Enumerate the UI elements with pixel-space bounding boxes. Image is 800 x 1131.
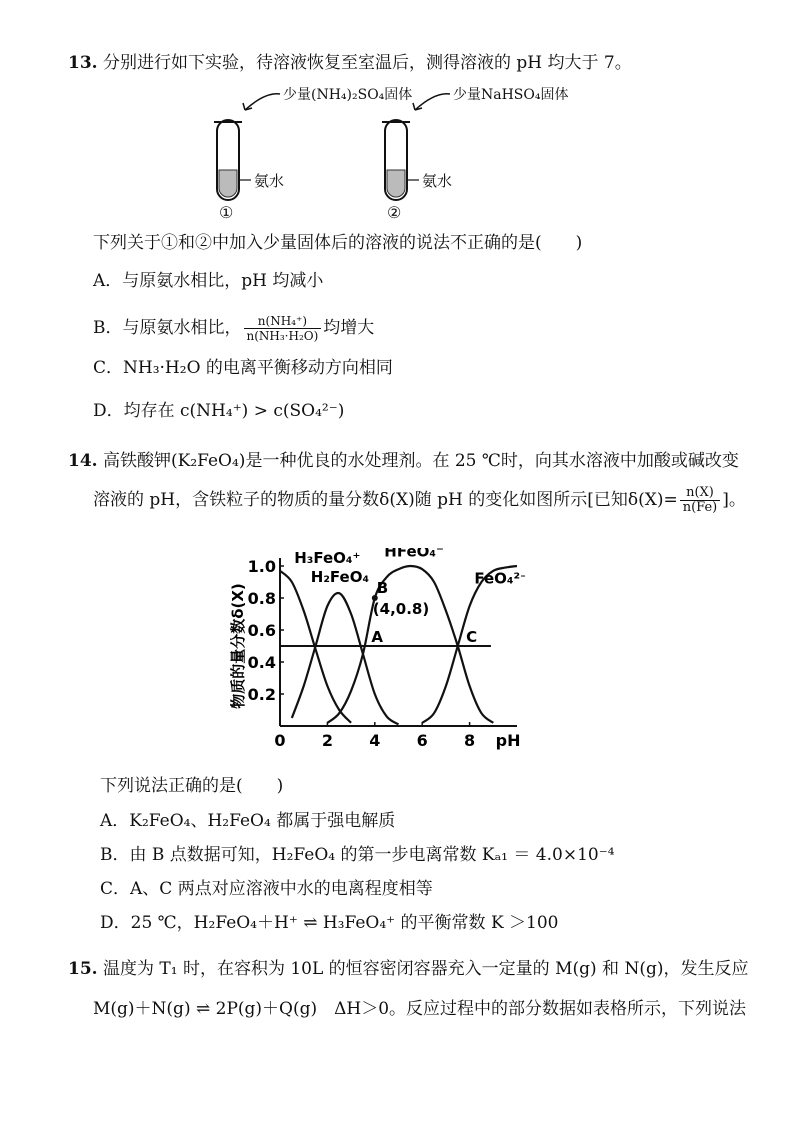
tube1-label: 少量(NH₄)₂SO₄固体 bbox=[283, 87, 413, 103]
q13-question: 下列关于①和②中加入少量固体后的溶液的说法不正确的是( ) bbox=[93, 233, 583, 253]
point-b-coordinates: (4,0.8) bbox=[372, 600, 430, 618]
q14-option-d: D．25 ℃，H₂FeO₄＋H⁺ ⇌ H₃FeO₄⁺ 的平衡常数 K ＞100 bbox=[100, 913, 559, 933]
q15-line1-text: 温度为 T₁ 时，在容积为 10L 的恒容密闭容器充入一定量的 M(g) 和 N(g)，发生反应 bbox=[102, 959, 749, 979]
q15-line1 bbox=[68, 958, 748, 980]
q13-number: 13. bbox=[68, 53, 98, 73]
y-tick-label: 0.2 bbox=[247, 685, 276, 704]
series-label-1: H₃FeO₄⁺ bbox=[294, 548, 361, 567]
q14-stem-line2 bbox=[93, 480, 746, 520]
q13-option-b-denominator: n(NH₃·H₂O) bbox=[246, 329, 319, 343]
chart-svg bbox=[225, 548, 525, 760]
arrow-head-2 bbox=[413, 103, 422, 110]
q14-stem-line2-suffix: ]。 bbox=[722, 490, 746, 510]
q13-option-b-numerator: n(NH₄⁺) bbox=[244, 314, 322, 329]
q13-option-a: A．与原氨水相比，pH 均减小 bbox=[93, 271, 324, 291]
delta-ph-chart bbox=[225, 548, 525, 760]
q13-option-c: C．NH₃·H₂O 的电离平衡移动方向相同 bbox=[93, 358, 393, 378]
tube-2-liquid bbox=[387, 170, 405, 197]
q13-option-b bbox=[93, 308, 374, 348]
arrow-line-1 bbox=[245, 94, 280, 110]
q14-option-a: A．K₂FeO₄、H₂FeO₄ 都属于强电解质 bbox=[100, 811, 396, 831]
series-label-3: HFeO₄⁻ bbox=[384, 548, 444, 561]
y-axis-label: 物质的量分数δ(X) bbox=[229, 583, 247, 709]
q13-option-d: D．均存在 c(NH₄⁺) > c(SO₄²⁻) bbox=[93, 401, 345, 421]
x-tick-label: 4 bbox=[369, 731, 381, 750]
q14-stem-line1 bbox=[68, 450, 739, 472]
arrow-line-2 bbox=[415, 94, 450, 110]
x-tick-label: 2 bbox=[321, 731, 333, 750]
q14-option-b: B．由 B 点数据可知，H₂FeO₄ 的第一步电离常数 Kₐ₁ ＝ 4.0×10⁻⁴ bbox=[100, 845, 615, 865]
tube2-liquid-label: 氨水 bbox=[422, 172, 453, 190]
q14-option-c: C．A、C 两点对应溶液中水的电离程度相等 bbox=[100, 879, 433, 899]
x-axis-label: pH bbox=[495, 731, 521, 750]
q13-option-b-suffix: 均增大 bbox=[323, 318, 375, 338]
arrow-head-1 bbox=[243, 103, 252, 110]
q13-stem-text: 分别进行如下实验，待溶液恢复至室温后，测得溶液的 pH 均大于 7。 bbox=[102, 53, 632, 73]
point-a-label: A bbox=[371, 628, 383, 646]
q13-option-b-prefix: B．与原氨水相比， bbox=[93, 318, 242, 338]
point-c-label: C bbox=[466, 628, 478, 646]
q14-number: 14. bbox=[68, 451, 98, 471]
tube1-number: ① bbox=[219, 203, 234, 222]
test-tube-figure bbox=[205, 80, 625, 225]
q14-delta-fraction bbox=[680, 486, 721, 515]
q15-line2: M(g)＋N(g) ⇌ 2P(g)＋Q(g) ΔH＞0。反应过程中的部分数据如表格所示，下列说法 bbox=[93, 999, 747, 1019]
tube-1-liquid bbox=[219, 170, 237, 197]
y-tick-label: 0.4 bbox=[247, 653, 276, 672]
x-tick-label: 8 bbox=[464, 731, 476, 750]
q13-option-b-fraction bbox=[244, 314, 322, 343]
q13-stem bbox=[68, 52, 632, 74]
y-tick-label: 1.0 bbox=[247, 557, 276, 576]
series-label-4: FeO₄²⁻ bbox=[474, 569, 525, 588]
q14-fraction-denominator: n(Fe) bbox=[682, 500, 718, 515]
tube2-label: 少量NaHSO₄固体 bbox=[453, 87, 569, 103]
point-b-label: B bbox=[376, 579, 389, 597]
q14-stem-line2-prefix: 溶液的 pH，含铁粒子的物质的量分数δ(X)随 pH 的变化如图所示[已知δ(X)= bbox=[93, 490, 678, 510]
y-tick-label: 0.8 bbox=[247, 589, 276, 608]
x-tick-label: 6 bbox=[416, 731, 428, 750]
tube2-number: ② bbox=[387, 203, 402, 222]
q15-number: 15. bbox=[68, 959, 98, 979]
q14-stem-line1-text: 高铁酸钾(K₂FeO₄)是一种优良的水处理剂。在 25 ℃时，向其水溶液中加酸或碱改变 bbox=[102, 451, 739, 471]
series-label-2: H₂FeO₄ bbox=[310, 568, 370, 586]
q14-question: 下列说法正确的是( ) bbox=[100, 776, 284, 796]
y-tick-label: 0.6 bbox=[247, 621, 276, 640]
tube1-liquid-label: 氨水 bbox=[254, 172, 285, 190]
q14-fraction-numerator: n(X) bbox=[680, 486, 721, 501]
x-tick-label: 0 bbox=[274, 731, 286, 750]
